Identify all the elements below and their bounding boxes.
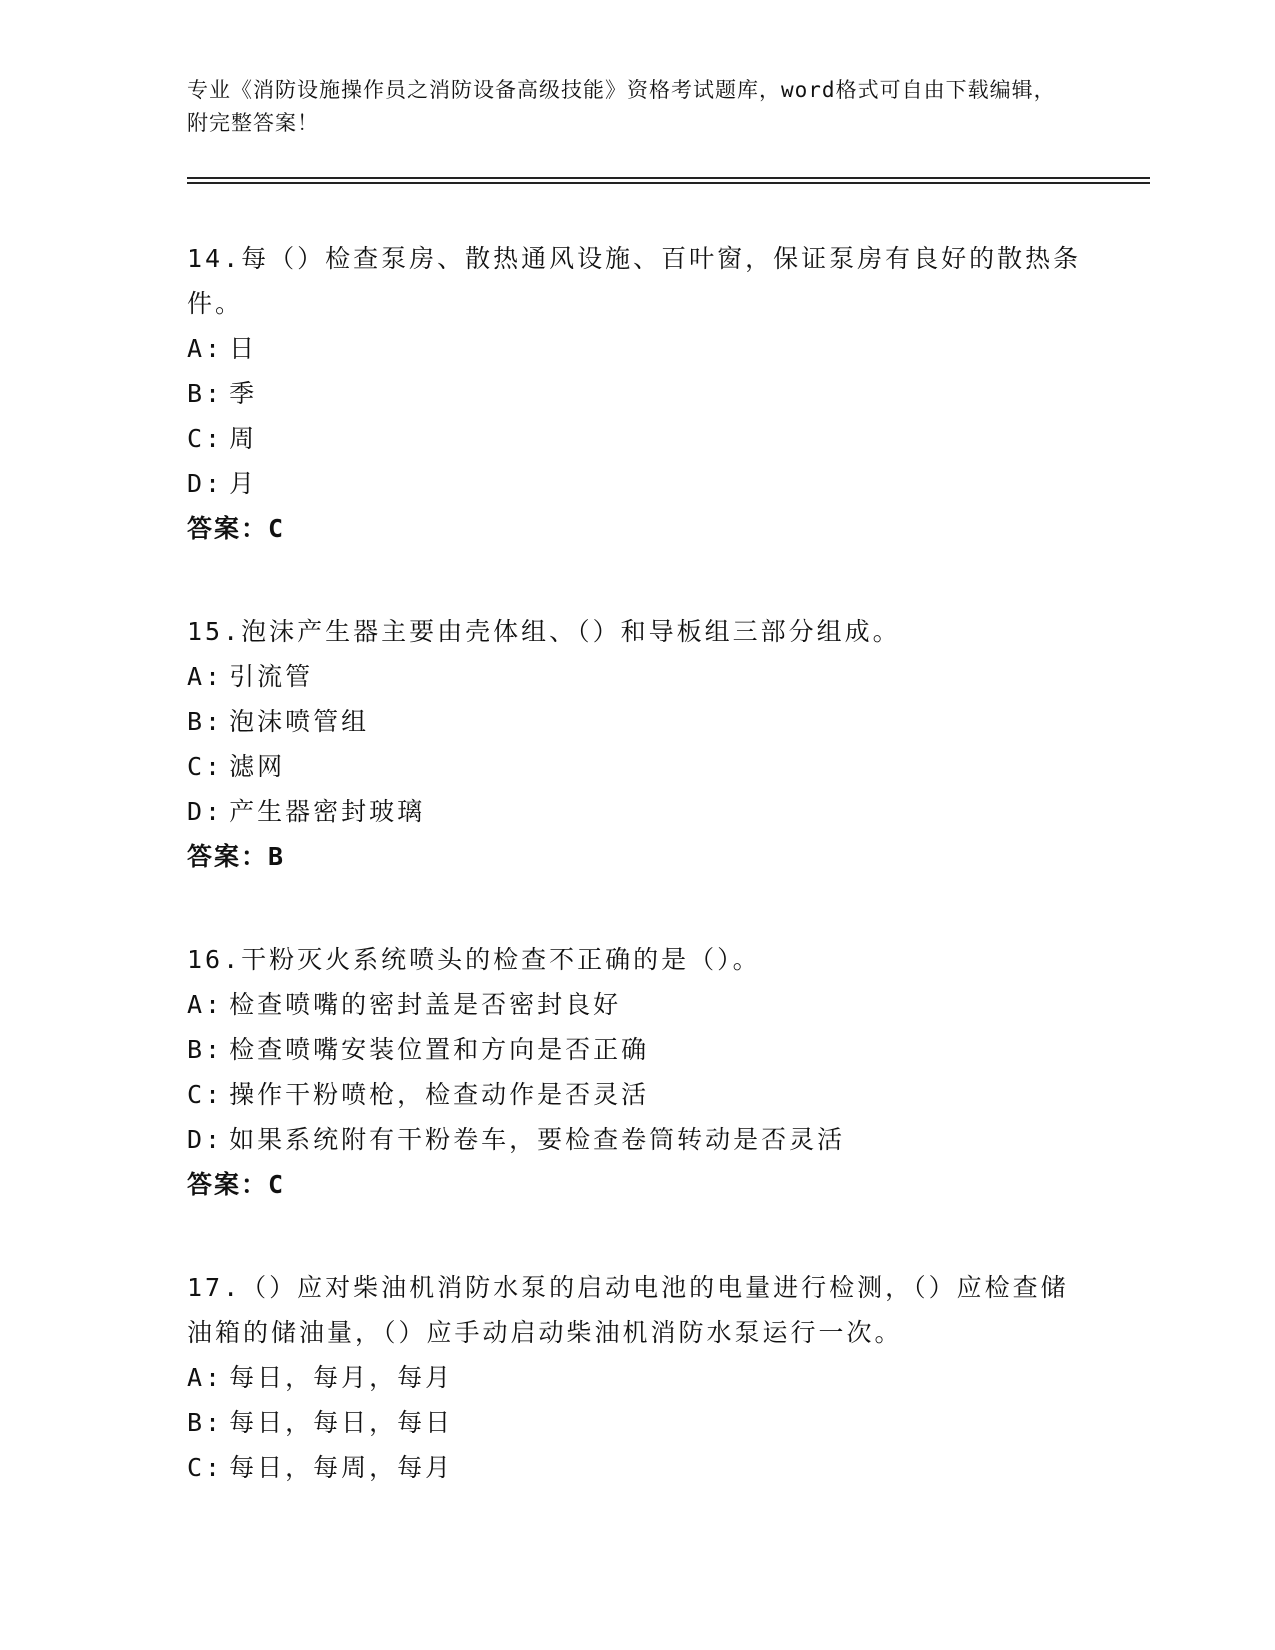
question-17 [187,1265,1087,1490]
option-text: 如果系统附有干粉卷车，要检查卷筒转动是否灵活 [229,1125,846,1154]
option-letter: B: [187,379,224,408]
option-letter: D: [187,469,224,498]
option-letter: A: [187,334,224,363]
option-b [187,1027,1087,1072]
option-d [187,789,1087,834]
option-text: 每日，每周，每月 [229,1453,454,1482]
option-letter: B: [187,1035,224,1064]
option-text: 每日，每日，每日 [229,1408,454,1437]
option-c [187,1072,1087,1117]
option-c [187,744,1087,789]
option-text: 日 [229,334,258,363]
question-stem: 16.干粉灭火系统喷头的检查不正确的是（）。 [187,945,761,974]
header-divider-top [187,177,1150,179]
option-letter: C: [187,1453,224,1482]
answer-line: 答案：C [187,1170,286,1199]
option-c [187,1445,1087,1490]
option-b [187,1400,1087,1445]
option-letter: D: [187,1125,224,1154]
option-text: 操作干粉喷枪，检查动作是否灵活 [229,1080,650,1109]
option-text: 检查喷嘴的密封盖是否密封良好 [229,990,622,1019]
option-letter: A: [187,662,224,691]
option-b [187,699,1087,744]
option-letter: C: [187,752,224,781]
option-letter: C: [187,424,224,453]
answer-line: 答案：B [187,842,286,871]
option-a [187,982,1087,1027]
option-text: 产生器密封玻璃 [229,797,426,826]
option-a [187,1355,1087,1400]
option-text: 季 [229,379,258,408]
option-text: 周 [229,424,258,453]
option-c [187,416,1087,461]
option-a [187,654,1087,699]
header-divider-bottom [187,182,1150,184]
option-text: 引流管 [229,662,314,691]
question-stem: 15.泡沫产生器主要由壳体组、（）和导板组三部分组成。 [187,617,901,646]
option-letter: C: [187,1080,224,1109]
option-text: 月 [229,469,258,498]
option-letter: B: [187,1408,224,1437]
option-a [187,326,1087,371]
option-letter: D: [187,797,224,826]
option-d [187,1117,1087,1162]
question-stem: 17.（）应对柴油机消防水泵的启动电池的电量进行检测，（）应检查储油箱的储油量，（）应手动启动柴油机消防水泵运行一次。 [187,1273,1069,1347]
option-text: 泡沫喷管组 [229,707,370,736]
option-text: 滤网 [229,752,286,781]
option-letter: A: [187,990,224,1019]
option-text: 每日，每月，每月 [229,1363,454,1392]
question-list [187,236,1087,1548]
question-14 [187,236,1087,551]
option-letter: A: [187,1363,224,1392]
document-header: 专业《消防设施操作员之消防设备高级技能》资格考试题库，word格式可自由下载编辑，附完整答案！ [187,78,1056,135]
question-16 [187,937,1087,1207]
option-text: 检查喷嘴安装位置和方向是否正确 [229,1035,650,1064]
option-letter: B: [187,707,224,736]
question-15 [187,609,1087,879]
answer-line: 答案：C [187,514,286,543]
option-b [187,371,1087,416]
question-stem: 14.每（）检查泵房、散热通风设施、百叶窗，保证泵房有良好的散热条件。 [187,244,1082,318]
option-d [187,461,1087,506]
